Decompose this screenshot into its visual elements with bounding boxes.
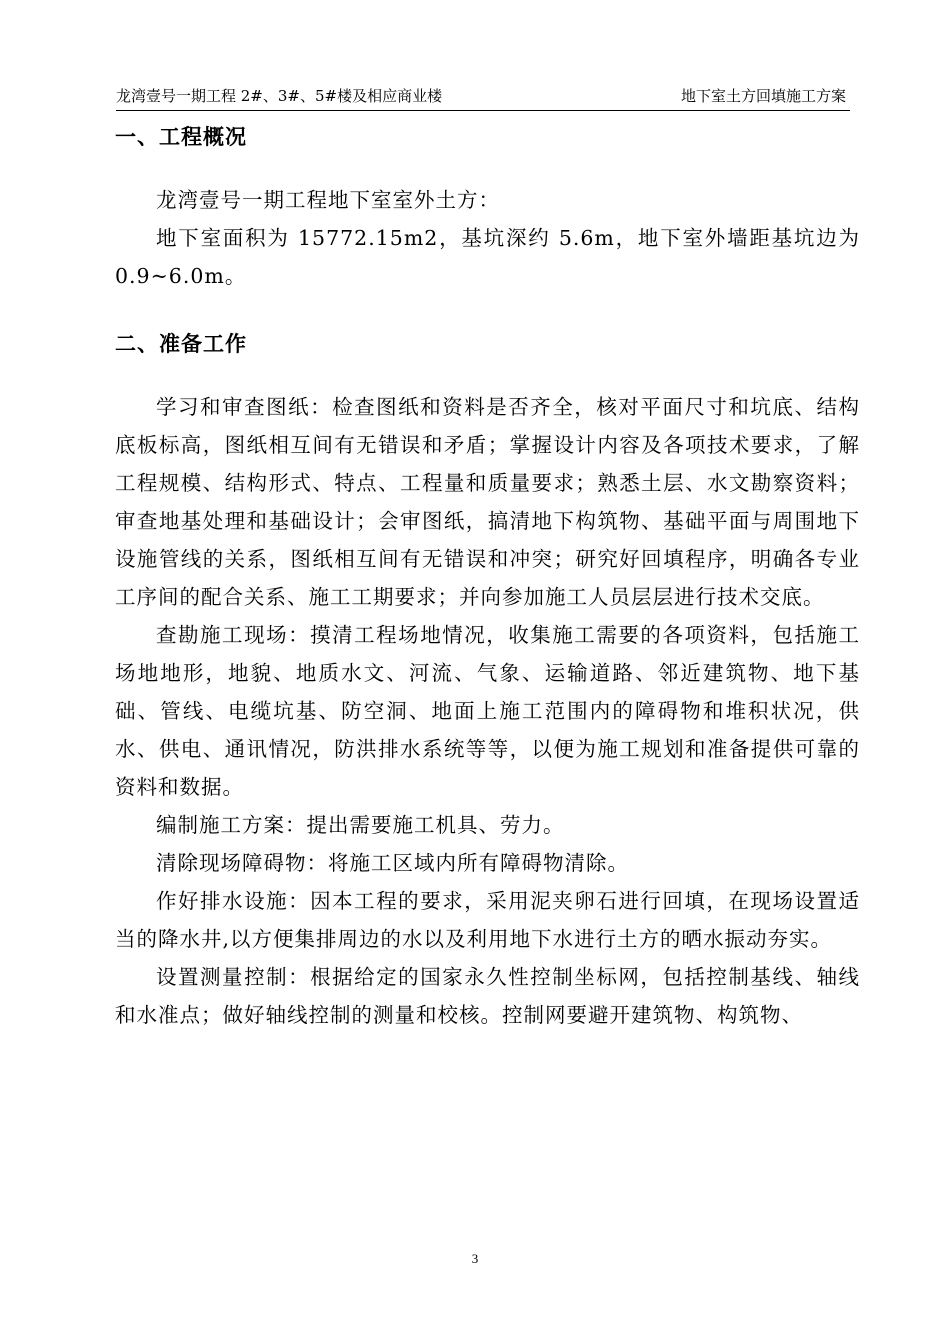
paragraph: 作好排水设施：因本工程的要求，采用泥夹卵石进行回填，在现场设置适当的降水井,以方便集排周边的水以及利用地下水进行土方的晒水振动夯实。 — [115, 889, 860, 951]
header-document-title: 地下室土方回填施工方案 — [680, 87, 846, 105]
document-body — [115, 118, 860, 1034]
paragraph: 清除现场障碍物：将施工区域内所有障碍物清除。 — [156, 851, 629, 875]
paragraph: 地下室面积为 15772.15m2，基坑深约 5.6m，地下室外墙距基坑边为0.9~6.0m。 — [115, 226, 860, 288]
header-project-title: 龙湾壹号一期工程 2#、3#、5#楼及相应商业楼 — [116, 87, 443, 105]
page-header — [116, 84, 846, 108]
paragraph: 龙湾壹号一期工程地下室室外土方： — [156, 188, 500, 212]
section-heading-preparation: 二、准备工作 — [115, 332, 247, 356]
paragraph: 设置测量控制：根据给定的国家永久性控制坐标网，包括控制基线、轴线和水准点；做好轴线控制的测量和校核。控制网要避开建筑物、构筑物、 — [115, 965, 860, 1027]
paragraph: 查勘施工现场：摸清工程场地情况，收集施工需要的各项资料，包括施工场地地形，地貌、地质水文、河流、气象、运输道路、邻近建筑物、地下基础、管线、电缆坑基、防空洞、地面上施工范围内的障碍物和堆积状况，供水、供电、通讯情况，防洪排水系统等等，以便为施工规划和准备提供可靠的资料和数据。 — [115, 623, 860, 799]
section-heading-project-overview: 一、工程概况 — [115, 125, 247, 149]
paragraph: 编制施工方案：提出需要施工机具、劳力。 — [156, 813, 565, 837]
paragraph: 学习和审查图纸：检查图纸和资料是否齐全，核对平面尺寸和坑底、结构底板标高，图纸相互间有无错误和矛盾；掌握设计内容及各项技术要求，了解工程规模、结构形式、特点、工程量和质量要求；熟悉土层、水文勘察资料；审查地基处理和基础设计；会审图纸，搞清地下构筑物、基础平面与周围地下设施管线的关系，图纸相互间有无错误和冲突；研究好回填程序，明确各专业工序间的配合关系、施工工期要求；并向参加施工人员层层进行技术交底。 — [115, 395, 860, 609]
header-divider — [116, 110, 850, 111]
page-number: 3 — [471, 1251, 479, 1266]
